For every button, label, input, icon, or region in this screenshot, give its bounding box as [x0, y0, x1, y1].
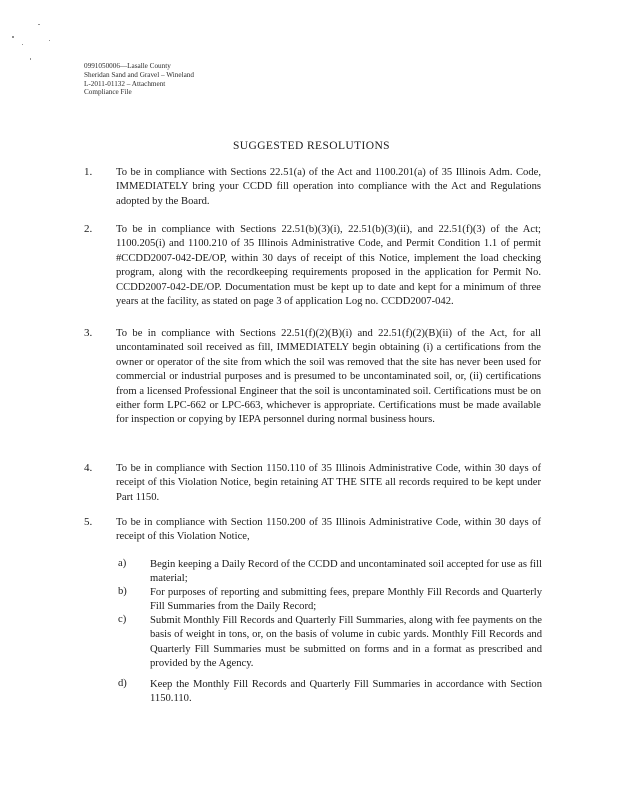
scan-speck — [12, 36, 14, 38]
subitem-letter: b) — [118, 586, 127, 597]
document-header — [84, 62, 324, 97]
subitem-letter: a) — [118, 558, 127, 569]
subitem-letter: d) — [118, 678, 127, 689]
scan-speck — [30, 58, 31, 60]
item-text: To be in compliance with Sections 22.51(f)(2)(B)(i) and 22.51(f)(2)(B)(ii) of the Act, for all uncontaminated soil received as fill, IMMEDIATELY begin obtaining (i) a certifications from the owner or operator of the site from which the soil was removed that the site has never been used for commercial or industrial purposes and is presumed to be uncontaminated soil, or, (ii) certifications from a licensed Professional Engineer that the soil is uncontaminated soil. Certifications must be on either form LPC-662 or LPC-663, whichever is appropriate. Certifications must be made available for inspection or copying by IEPA personnel during normal business hours. — [116, 328, 541, 426]
item-text: To be in compliance with Sections 22.51(b)(3)(i), 22.51(b)(3)(ii), and 22.51(f)(3) of the Act; 1100.205(i) and 1100.210 of 35 Illinois Administrative Code, and Permit Condition 1.1 of permit #CCDD2007-042-DE/OP, within 30 days of receipt of this Notice, implement the load checking program, along with the recordkeeping requirements proposed in the application for Permit No. CCDD2007-042-DE/OP. Documentation must be kept up to date and kept for a minimum of three years at the facility, as stated on page 3 of application Log no. CCDD2007-042. — [116, 224, 541, 308]
item-text: To be in compliance with Section 1150.200 of 35 Illinois Administrative Code, within 30 days of receipt of this Violation Notice, — [116, 517, 541, 543]
header-line-file: Compliance File — [84, 88, 132, 97]
scan-speck — [38, 24, 40, 25]
scan-speck — [49, 40, 50, 41]
header-line-company: Sheridan Sand and Gravel – Wineland — [84, 70, 194, 79]
item-text: To be in compliance with Sections 22.51(a) of the Act and 1100.201(a) of 35 Illinois Adm. Code, IMMEDIATELY bring your CCDD fill operation into compliance with the Act and Regulations adopted by the Board. — [116, 167, 541, 207]
subitem-letter: c) — [118, 614, 127, 625]
scan-speck — [22, 44, 23, 45]
subitem-text: Keep the Monthly Fill Records and Quarterly Fill Summaries in accordance with Section 1150.110. — [150, 679, 542, 705]
item-number: 3. — [84, 327, 93, 339]
subitem-text: Submit Monthly Fill Records and Quarterly Fill Summaries, along with fee payments on the basis of weight in tons, or, on the basis of volume in cubic yards. Monthly Fill Records and Quarterly Fill Summaries must be submitted on forms and in a format as prescribed and provided by the Agency. — [150, 615, 542, 670]
item-text: To be in compliance with Section 1150.110 of 35 Illinois Administrative Code, within 30 days of receipt of this Violation Notice, begin retaining AT THE SITE all records required to be kept under Part 1150. — [116, 463, 541, 503]
header-line-county: 0991050006—Lasalle County — [84, 62, 171, 70]
item-number: 5. — [84, 516, 93, 528]
item-number: 1. — [84, 166, 93, 178]
item-number: 4. — [84, 462, 93, 474]
subitem-text: Begin keeping a Daily Record of the CCDD and uncontaminated soil accepted for use as fill material; — [150, 559, 542, 585]
subitem-text: For purposes of reporting and submitting fees, prepare Monthly Fill Records and Quarterly Fill Summaries from the Daily Record; — [150, 587, 542, 613]
document-title: SUGGESTED RESOLUTIONS — [233, 140, 390, 152]
header-line-reference: L-2011-01132 – Attachment — [84, 79, 166, 88]
item-number: 2. — [84, 223, 93, 235]
